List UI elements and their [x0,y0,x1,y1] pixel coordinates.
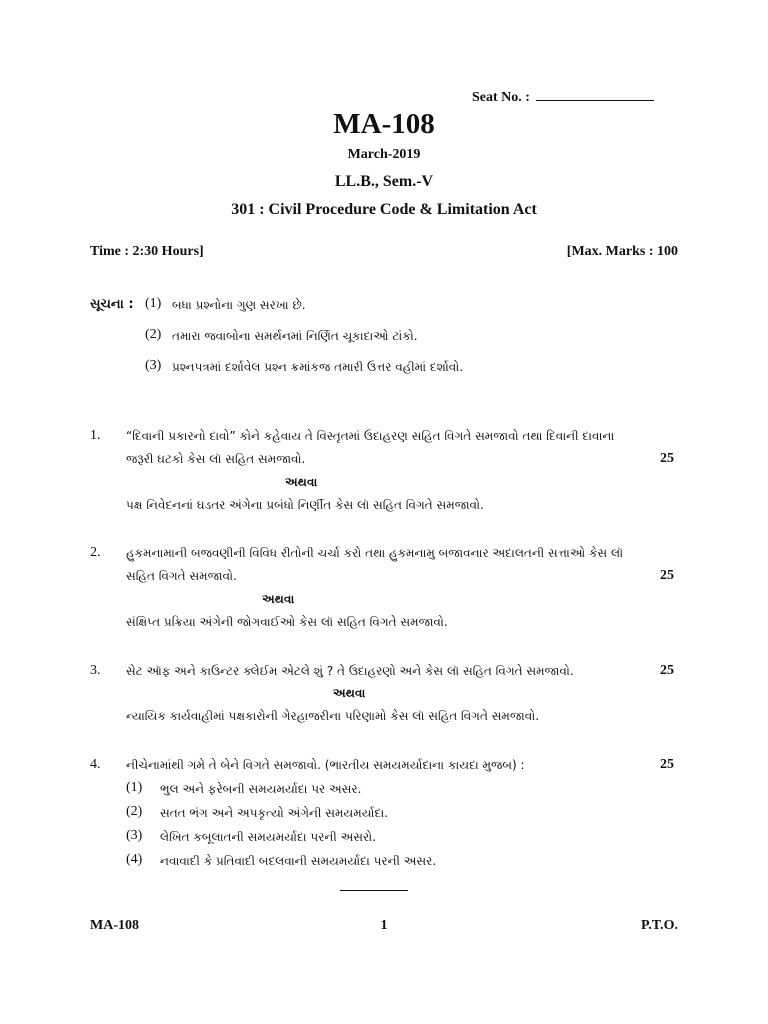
instruction-text: પ્રશ્નપત્રમાં દર્શાવેલ પ્રશ્ન ક્રમાંકજ તમારી ઉત્તર વહીમાં દર્શાવો. [172,360,464,374]
question-marks: 25 [660,663,674,678]
time-allowed: Time : 2:30 Hours] [90,244,204,259]
question-number: 4. [90,757,101,772]
sub-question-text: લેખિત કબૂલાતની સમયમર્યાદા પરની અસરો. [160,830,376,844]
instructions-label: સૂચના : [90,297,134,312]
end-divider [340,890,408,891]
question-text: જરૂરી ઘટકો કેસ લૉ સહિત સમજાવો. [126,452,306,466]
footer-paper-code: MA-108 [90,918,139,933]
seat-blank-line [536,88,654,101]
question-number: 1. [90,428,101,443]
question-text: “દિવાની પ્રકારનો દાવો” કોને કહેવાય તે વિસ્તૃતમાં ઉદાહરણ સહિત વિગતે સમજાવો તથા દિવાની દાવાના [126,429,615,443]
or-label: અથવા [333,686,366,700]
alternate-question-text: પક્ષ નિવેદનનાં ઘડતર અંગેના પ્રબંધો નિર્ણીત કેસ લૉ સહિત વિગતે સમજાવો. [126,498,484,512]
sub-question-number: (1) [126,780,143,795]
instruction-number: (2) [145,327,162,342]
page-number: 1 [380,918,388,933]
question-marks: 25 [660,568,674,583]
question-number: 3. [90,663,101,678]
sub-question-text: સતત ભંગ અને અપકૃત્યો અંગેની સમયમર્યાદા. [160,806,388,820]
sub-question-text: ભુલ અને ફરેબની સમયમર્યાદા પર અસર. [160,782,362,796]
paper-code-title: MA-108 [333,108,435,140]
question-number: 2. [90,545,101,560]
question-text: સહિત વિગતે સમજાવો. [126,569,237,583]
course-name: LL.B., Sem.-V [334,173,434,190]
max-marks: [Max. Marks : 100 [566,244,678,259]
sub-question-text: નવાવાદી કે પ્રતિવાદી બદલવાની સમયમર્યાદા પરની અસર. [160,854,437,868]
sub-question-number: (2) [126,804,143,819]
question-text: સેટ ઑફ અને કાઉન્ટર ક્લેઈમ એટલે શું ? તે ઉદાહરણો અને કેસ લૉ સહિત વિગતે સમજાવો. [126,664,574,678]
or-label: અથવા [285,475,318,489]
instruction-number: (1) [145,296,162,311]
question-text: નીચેનામાંથી ગમે તે બેને વિગતે સમજાવો. (ભારતીય સમયમર્યાદાના કાયદા મુજબ) : [126,758,525,772]
instruction-number: (3) [145,358,162,373]
subject-title: 301 : Civil Procedure Code & Limitation Act [231,201,537,218]
footer-pto: P.T.O. [641,918,678,933]
alternate-question-text: ન્યાયિક કાર્યવાહીમાં પક્ષકારોની ગેરહાજરીના પરિણામો કેસ લૉ સહિત વિગતે સમજાવો. [126,709,540,723]
question-marks: 25 [660,757,674,772]
sub-question-number: (4) [126,852,143,867]
sub-question-number: (3) [126,828,143,843]
seat-label: Seat No. : [472,90,530,105]
question-text: હુકમનામાની બજવણીની વિવિધ રીતોની ચર્ચા કરો તથા હુકમનામુ બજાવનાર અદાલતની સત્તાઓ કેસ લૉ [126,546,624,560]
exam-date: March-2019 [347,147,421,162]
instruction-text: તમારા જવાબોના સમર્થનમાં નિર્ણિત ચૂકાદાઓ ટાંકો. [172,329,418,343]
instruction-text: બધા પ્રશ્નોના ગુણ સરખા છે. [172,298,306,312]
or-label: અથવા [262,592,295,606]
alternate-question-text: સંક્ષિપ્ત પ્રક્રિયા અંગેની જોગવાઈઓ કેસ લૉ સહિત વિગતે સમજાવો. [126,615,448,629]
question-marks: 25 [660,451,674,466]
seat-number-field [472,88,654,106]
